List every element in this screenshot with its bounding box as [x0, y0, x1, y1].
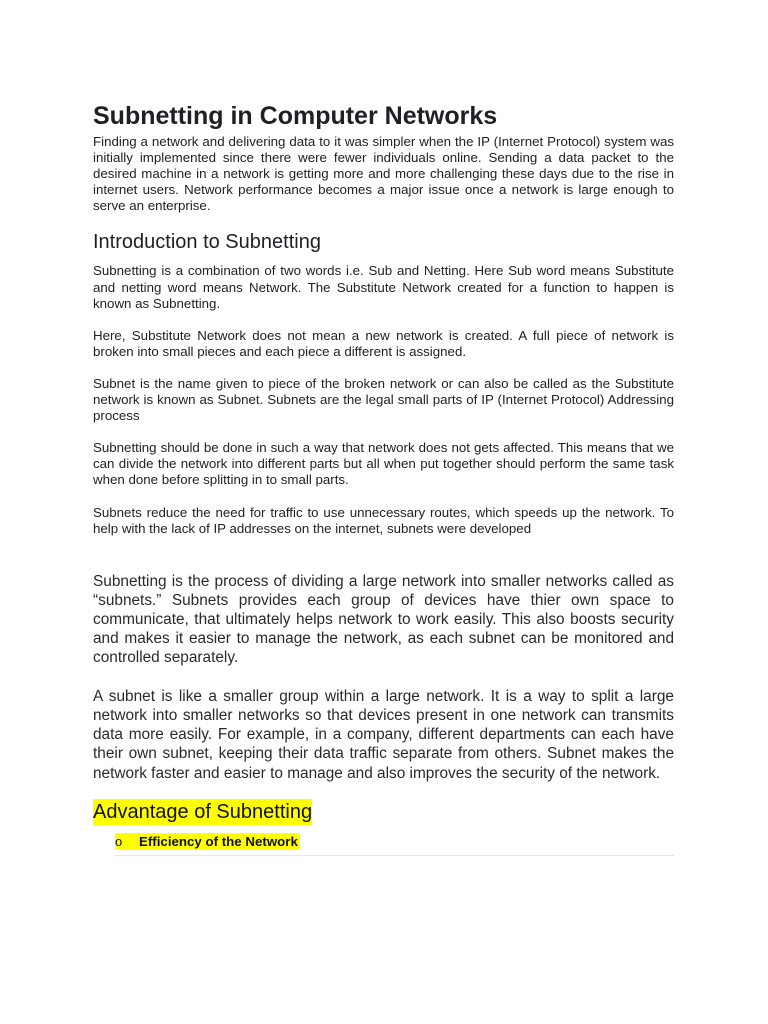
advantage-item-highlight: [115, 833, 300, 850]
subnetting-definition-paragraph: Subnetting is the process of dividing a large network into smaller networks called as “subnets.” Subnets provides each group of devices have thier own space to communicate, that ultimately helps network to work easily. This also boosts security and makes it easier to manage the network, as each subnet can be monitored and controlled separately.: [93, 572, 674, 667]
document-page: [93, 98, 674, 856]
advantage-heading: Advantage of Subnetting: [93, 800, 313, 823]
intro-section-paragraph: Subnetting is a combination of two words i.e. Sub and Netting. Here Sub word means Substitute and netting word means Network. The Substitute Network created for a function to happen is known as Subnetting.: [93, 263, 674, 311]
intro-paragraph: Finding a network and delivering data to it was simpler when the IP (Internet Protocol) system was initially implemented since there were fewer individuals online. Sending a data packet to the desired machine in a network is getting more and more challenging these days due to the rise in internet users. Network performance becomes a major issue once a network is large enough to serve an enterprise.: [93, 134, 674, 214]
intro-section-paragraph: Subnets reduce the need for traffic to use unnecessary routes, which speeds up the network. To help with the lack of IP addresses on the internet, subnets were developed: [93, 504, 674, 536]
intro-section-paragraph: Subnetting should be done in such a way that network does not gets affected. This means that we can divide the network into different parts but all when put together should perform the same task when done before splitting in to small parts.: [93, 440, 674, 488]
bullet-marker: o: [115, 833, 123, 849]
section-heading-introduction: Introduction to Subnetting: [93, 231, 321, 254]
advantage-item-label: Efficiency of the Network: [139, 833, 298, 849]
intro-section-paragraph: Here, Substitute Network does not mean a new network is created. A full piece of network is broken into small pieces and each piece a different is assigned.: [93, 327, 674, 359]
advantage-list-item: [115, 833, 674, 856]
document-title: Subnetting in Computer Networks: [93, 102, 498, 130]
subnet-explanation-paragraph: A subnet is like a smaller group within a large network. It is a way to split a large network into smaller networks so that devices present in one network can transmits data more easily. For example, in a company, different departments can each have their own subnet, keeping their data traffic separate from others. Subnet makes the network faster and easier to manage and also improves the security of the network.: [93, 688, 674, 782]
intro-section-paragraph: Subnet is the name given to piece of the broken network or can also be called as the Substitute network is known as Subnet. Subnets are the legal small parts of IP (Internet Protocol) Addressing process: [93, 375, 674, 424]
